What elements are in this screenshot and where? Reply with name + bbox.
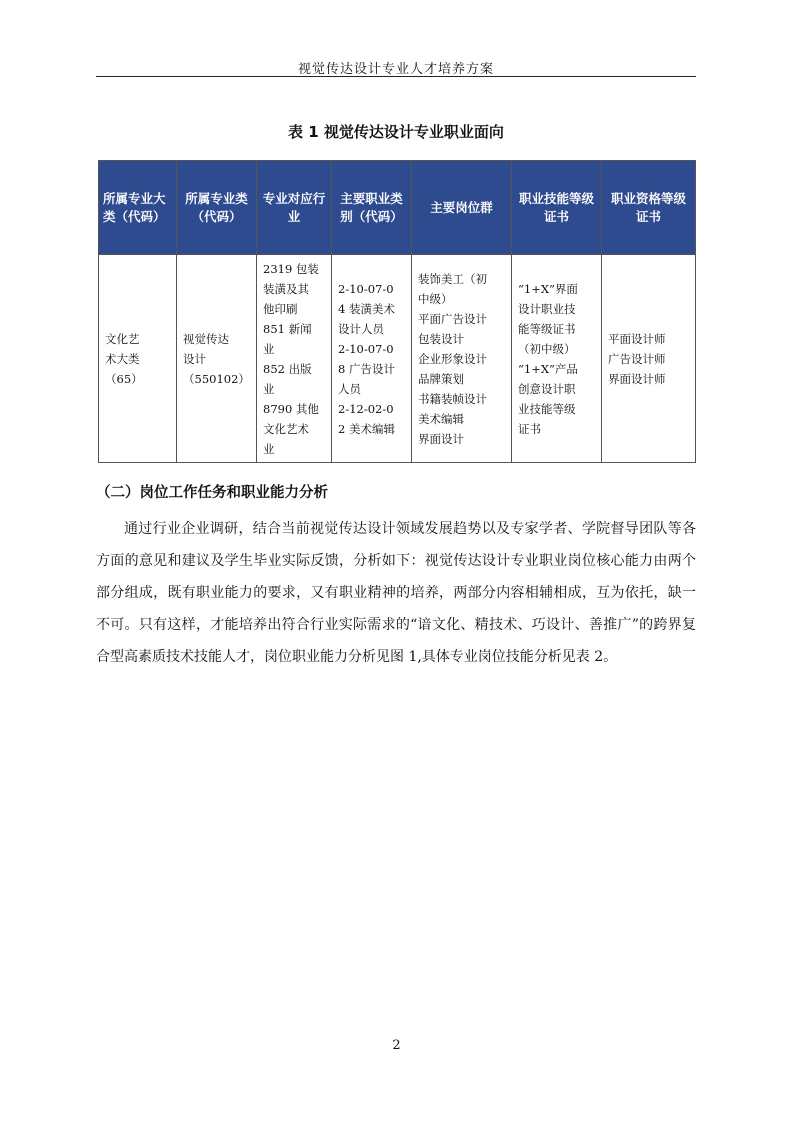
header-industries: 专业对应行业	[257, 161, 332, 255]
cell-positions	[412, 255, 512, 463]
cell-qualification-certificates	[602, 255, 696, 463]
cell-line: 8790 其他	[263, 401, 319, 416]
cell-occupations	[332, 255, 412, 463]
career-orientation-table	[98, 160, 696, 463]
cell-line: 文化艺术	[263, 421, 309, 436]
cell-line: 2-10-07-0	[338, 281, 394, 296]
running-header: 视觉传达设计专业人才培养方案	[297, 62, 494, 77]
cell-line: 2 美术编辑	[338, 421, 395, 436]
section-title: （二）岗位工作任务和职业能力分析	[96, 485, 328, 501]
cell-line: 平面广告设计	[418, 311, 487, 326]
header-qualification-certificates: 职业资格等级证书	[602, 161, 696, 255]
cell-line: 界面设计	[418, 431, 464, 446]
cell-line: 设计职业技	[518, 301, 576, 316]
cell-line: 2319 包装	[263, 261, 319, 276]
cell-major-category	[99, 255, 177, 463]
header-occupations: 主要职业类别（代码）	[332, 161, 412, 255]
cell-line: 视觉传达	[183, 331, 229, 346]
cell-line: 业	[263, 381, 275, 396]
cell-line: 创意设计职	[518, 381, 576, 396]
cell-line: （550102）	[183, 371, 250, 386]
body-paragraph: 通过行业企业调研，结合当前视觉传达设计领域发展趋势以及专家学者、学院督导团队等各方面的意见和建议及学生毕业实际反馈，分析如下：视觉传达设计专业职业岗位核心能力由两个部分组成，既有职业能力的要求，又有职业精神的培养，两部分内容相辅相成，互为依托，缺一不可。只有这样，才能培养出符合行业实际需求的“谙文化、精技术、巧设计、善推广”的跨界复合型高素质技术技能人才，岗位职业能力分析见图 1,具体专业岗位技能分析见表 2。	[96, 521, 696, 665]
cell-line: 2-10-07-0	[338, 341, 394, 356]
cell-line: 能等级证书	[518, 321, 576, 336]
header-major-class: 所属专业类（代码）	[177, 161, 257, 255]
cell-line: 中级）	[418, 291, 453, 306]
cell-line: （初中级）	[518, 341, 576, 356]
cell-line: 业	[263, 341, 275, 356]
cell-line: “1+X”产品	[518, 361, 578, 376]
cell-line: 证书	[518, 421, 541, 436]
cell-line: 他印刷	[263, 301, 298, 316]
table-header-row	[99, 161, 696, 255]
table-caption: 表 1 视觉传达设计专业职业面向	[288, 123, 504, 141]
header-positions: 主要岗位群	[412, 161, 512, 255]
cell-line: “1+X”界面	[518, 281, 578, 296]
cell-line: 851 新闻	[263, 321, 312, 336]
cell-line: 界面设计师	[608, 371, 666, 386]
cell-line: 企业形象设计	[418, 351, 487, 366]
cell-skill-certificates	[512, 255, 602, 463]
cell-line: （65）	[105, 371, 143, 386]
page-number: 2	[392, 1038, 401, 1053]
cell-line: 人员	[338, 381, 361, 396]
cell-line: 书籍装帧设计	[418, 391, 487, 406]
cell-major-class	[177, 255, 257, 463]
header-skill-certificates: 职业技能等级证书	[512, 161, 602, 255]
cell-line: 8 广告设计	[338, 361, 395, 376]
cell-line: 广告设计师	[608, 351, 666, 366]
cell-line: 4 装潢美术	[338, 301, 395, 316]
header-rule	[96, 76, 696, 77]
cell-line: 包装设计	[418, 331, 464, 346]
cell-line: 2-12-02-0	[338, 401, 394, 416]
cell-line: 业技能等级	[518, 401, 576, 416]
cell-line: 品牌策划	[418, 371, 464, 386]
cell-line: 设计人员	[338, 321, 384, 336]
cell-line: 文化艺	[105, 331, 140, 346]
cell-industries	[257, 255, 332, 463]
cell-line: 术大类	[105, 351, 140, 366]
cell-line: 美术编辑	[418, 411, 464, 426]
cell-line: 852 出版	[263, 361, 312, 376]
cell-line: 设计	[183, 351, 206, 366]
cell-line: 业	[263, 441, 275, 456]
cell-line: 平面设计师	[608, 331, 666, 346]
cell-line: 装饰美工（初	[418, 271, 487, 286]
table-row	[99, 255, 696, 463]
cell-line: 装潢及其	[263, 281, 309, 296]
header-major-category: 所属专业大类（代码）	[99, 161, 177, 255]
